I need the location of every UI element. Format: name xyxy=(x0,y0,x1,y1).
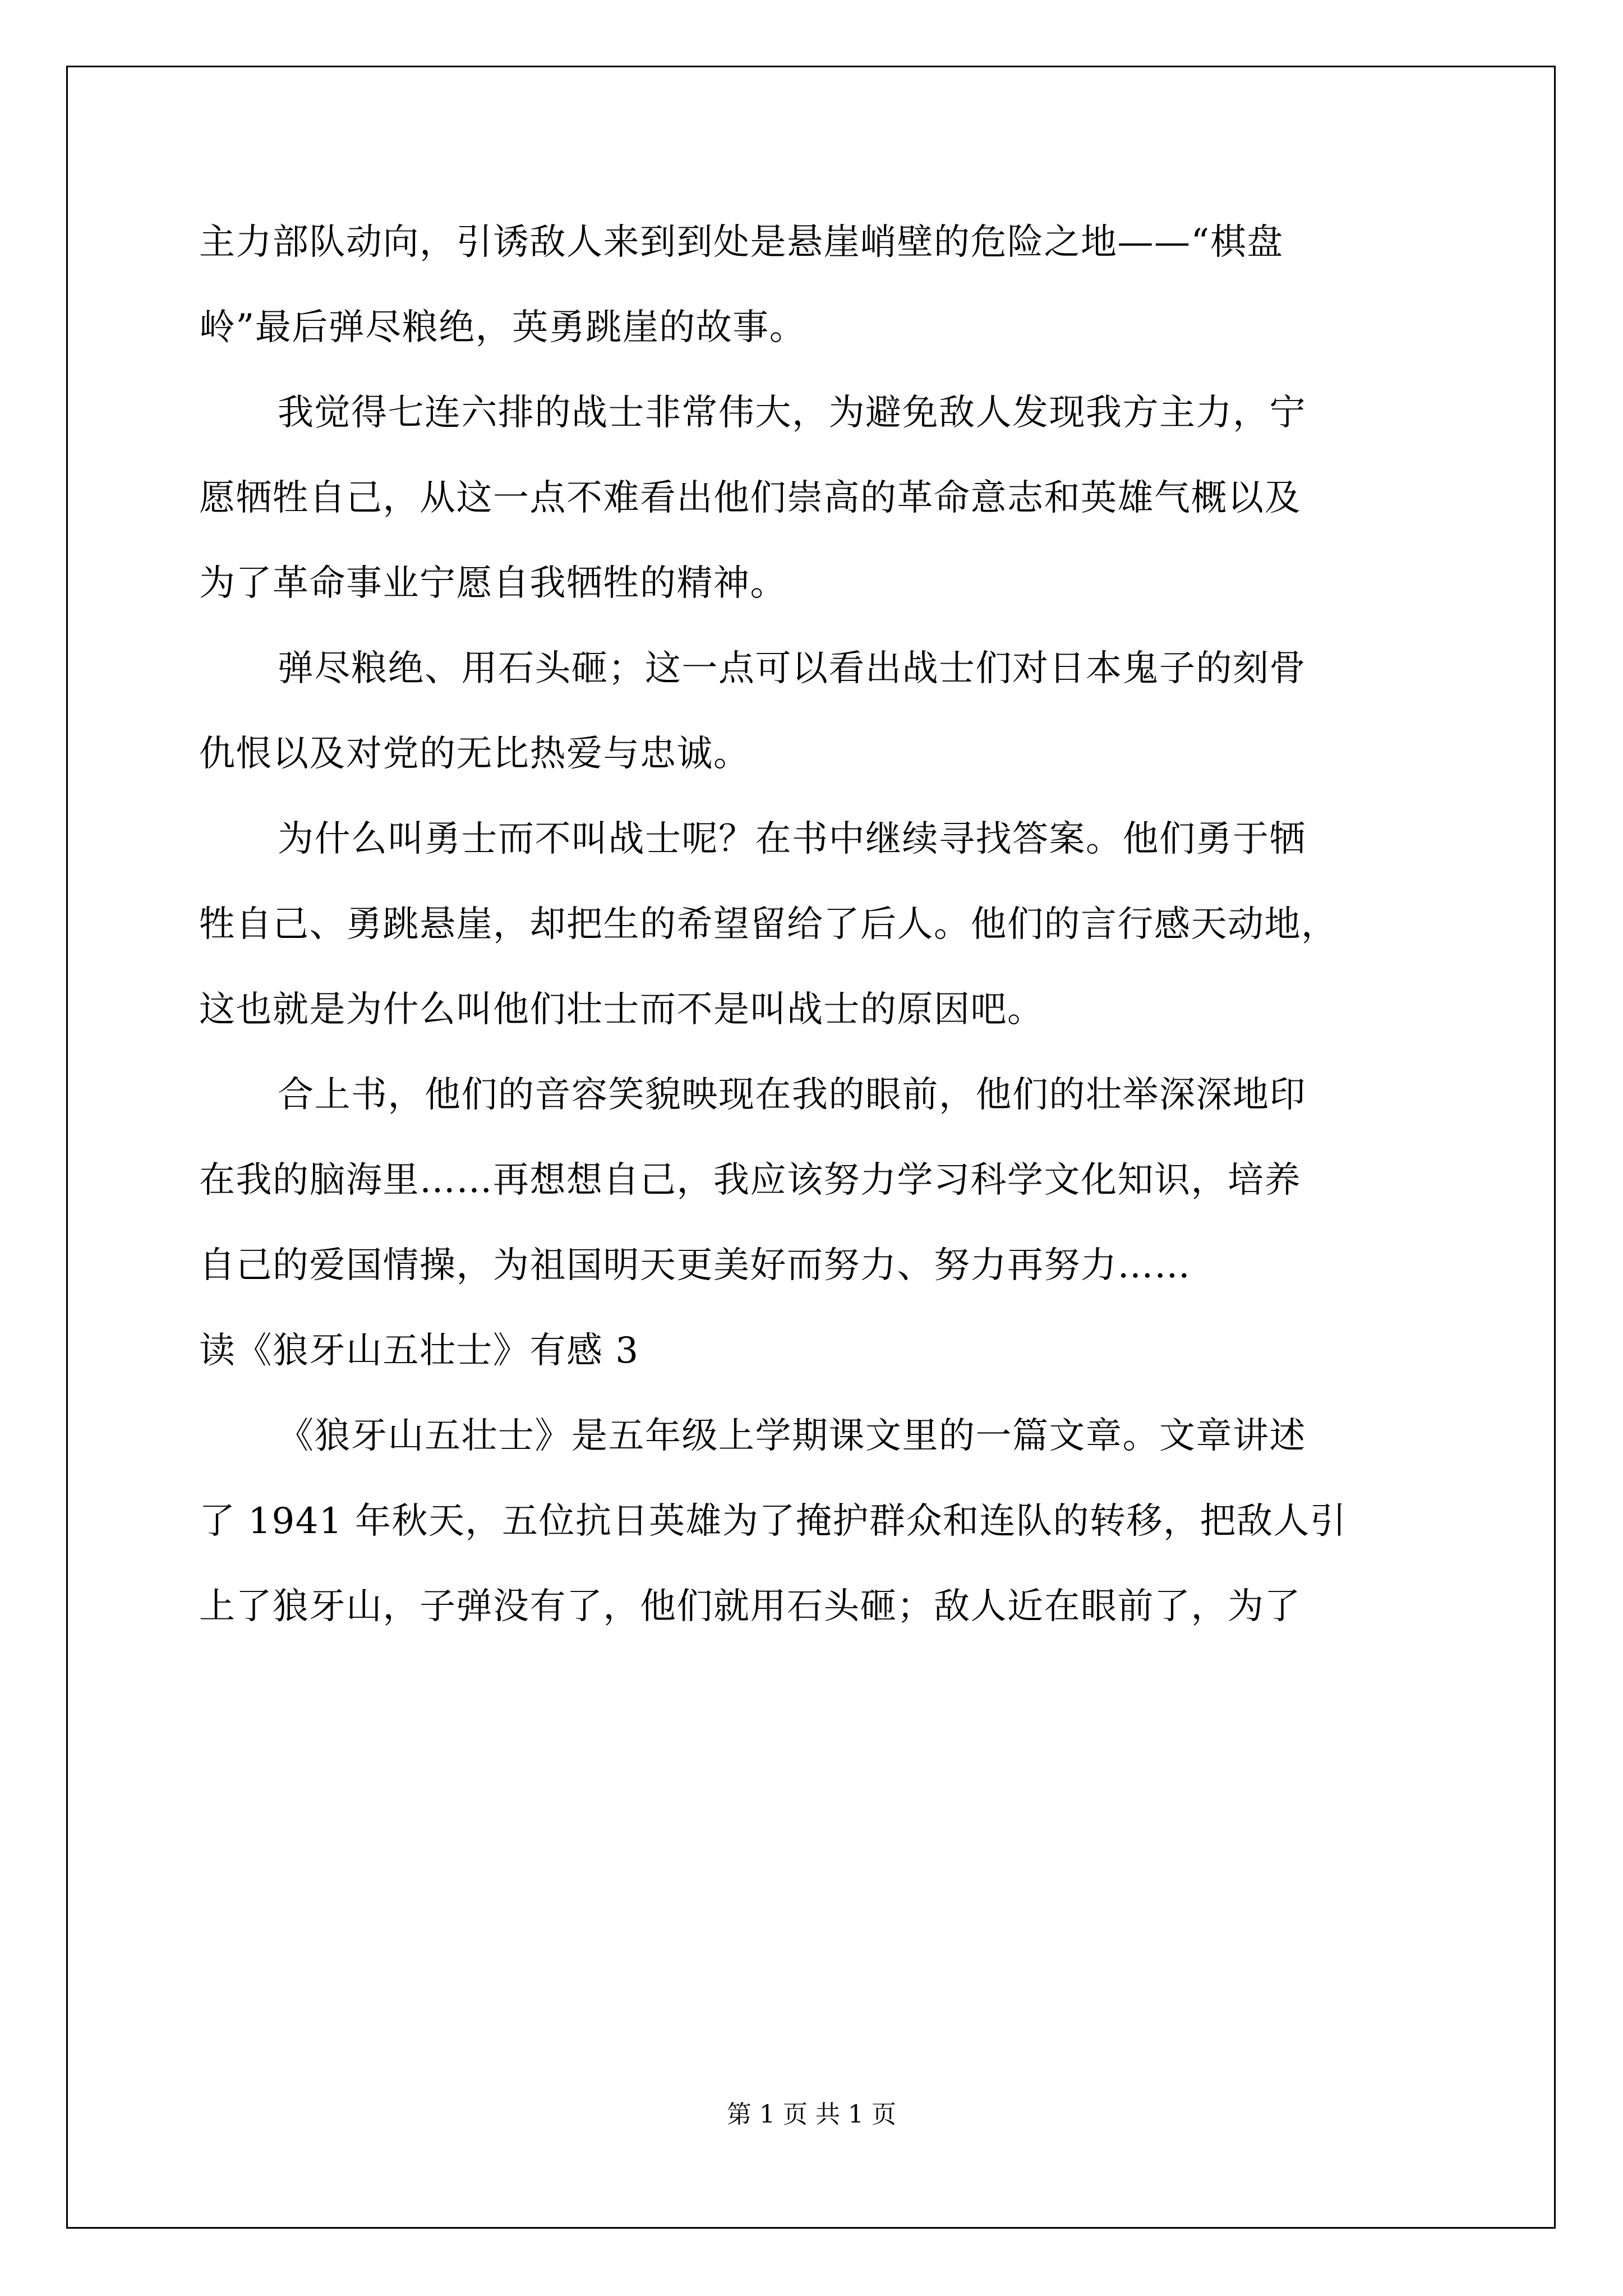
paragraph-line: 在我的脑海里……再想想自己，我应该努力学习科学文化知识，培养 xyxy=(199,1159,1301,1201)
paragraph-line: 岭”最后弹尽粮绝，英勇跳崖的故事。 xyxy=(199,307,806,348)
paragraph-line: 主力部队动向，引诱敌人来到到处是悬崖峭壁的危险之地——“棋盘 xyxy=(199,222,1284,263)
paragraph-line: 《狼牙山五壮士》是五年级上学期课文里的一篇文章。文章讲述 xyxy=(278,1415,1306,1457)
paragraph-line: 为什么叫勇士而不叫战士呢？在书中继续寻找答案。他们勇于牺 xyxy=(278,818,1306,860)
paragraph-line: 了 1941 年秋天，五位抗日英雄为了掩护群众和连队的转移，把敌人引 xyxy=(199,1501,1347,1542)
paragraph-line: 为了革命事业宁愿自我牺牲的精神。 xyxy=(199,563,787,604)
paragraph-line: 这也就是为什么叫他们壮士而不是叫战士的原因吧。 xyxy=(199,989,1044,1030)
paragraph-line: 我觉得七连六排的战士非常伟大，为避免敌人发现我方主力，宁 xyxy=(278,392,1306,434)
paragraph-line: 仇恨以及对党的无比热爱与忠诚。 xyxy=(199,733,750,775)
paragraph-line: 愿牺牲自己，从这一点不难看出他们崇高的革命意志和英雄气概以及 xyxy=(199,477,1301,519)
section-heading: 读《狼牙山五壮士》有感 3 xyxy=(199,1330,639,1372)
page-footer: 第 1 页 共 1 页 xyxy=(727,2100,896,2129)
paragraph-line: 合上书，他们的音容笑貌映现在我的眼前，他们的壮举深深地印 xyxy=(278,1074,1306,1116)
paragraph-line: 上了狼牙山，子弹没有了，他们就用石头砸；敌人近在眼前了，为了 xyxy=(199,1586,1301,1627)
paragraph-line: 自己的爱国情操，为祖国明天更美好而努力、努力再努力…… xyxy=(199,1245,1191,1286)
paragraph-line: 弹尽粮绝、用石头砸；这一点可以看出战士们对日本鬼子的刻骨 xyxy=(278,648,1306,689)
paragraph-line: 牲自己、勇跳悬崖，却把生的希望留给了后人。他们的言行感天动地， xyxy=(199,904,1338,945)
